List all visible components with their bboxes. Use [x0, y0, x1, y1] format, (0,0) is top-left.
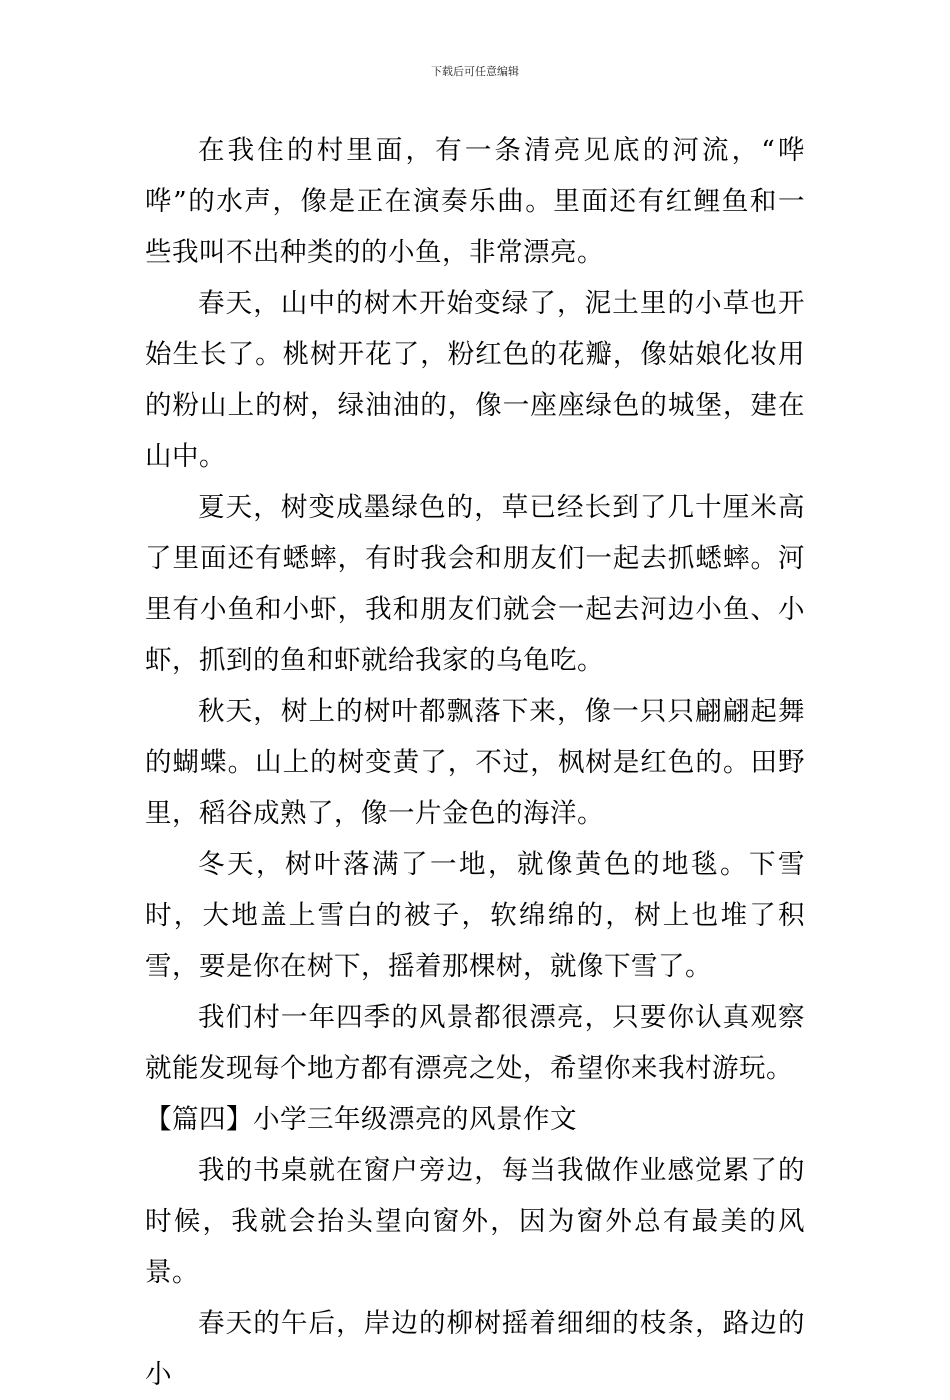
paragraph-winter: 冬天，树叶落满了一地，就像黄色的地毯。下雪时，大地盖上雪白的被子，软绵绵的，树上也堆了积雪，要是你在树下，摇着那棵树，就像下雪了。: [145, 849, 805, 982]
paragraph-autumn: 秋天，树上的树叶都飘落下来，像一只只翩翩起舞的蝴蝶。山上的树变黄了，不过，枫树是红色的。田野里，稻谷成熟了，像一片金色的海洋。: [145, 696, 805, 829]
paragraph-spring: 春天，山中的树木开始变绿了，泥土里的小草也开始生长了。桃树开花了，粉红色的花瓣，像姑娘化妆用的粉山上的树，绿油油的，像一座座绿色的城堡，建在山中。: [145, 288, 805, 472]
paragraph-spring-afternoon: 春天的午后，岸边的柳树摇着细细的枝条，路边的小: [145, 1308, 805, 1390]
page-header-note: 下载后可任意编辑: [431, 65, 519, 78]
paragraph-conclusion: 我们村一年四季的风景都很漂亮，只要你认真观察就能发现每个地方都有漂亮之处，希望你来我村游玩。: [145, 1002, 805, 1084]
section-title: 【篇四】小学三年级漂亮的风景作文: [145, 1104, 577, 1135]
paragraph-river: 在我住的村里面，有一条清亮见底的河流，“哗哗”的水声，像是正在演奏乐曲。里面还有红鲤鱼和一些我叫不出种类的的小鱼，非常漂亮。: [145, 135, 805, 268]
document-body: [145, 125, 805, 1400]
paragraph-desk-window: 我的书桌就在窗户旁边，每当我做作业感觉累了的时候，我就会抬头望向窗外，因为窗外总有最美的风景。: [145, 1155, 805, 1288]
paragraph-summer: 夏天，树变成墨绿色的，草已经长到了几十厘米高了里面还有蟋蟀，有时我会和朋友们一起去抓蟋蟀。河里有小鱼和小虾，我和朋友们就会一起去河边小鱼、小虾，抓到的鱼和虾就给我家的乌龟吃。: [145, 492, 805, 676]
